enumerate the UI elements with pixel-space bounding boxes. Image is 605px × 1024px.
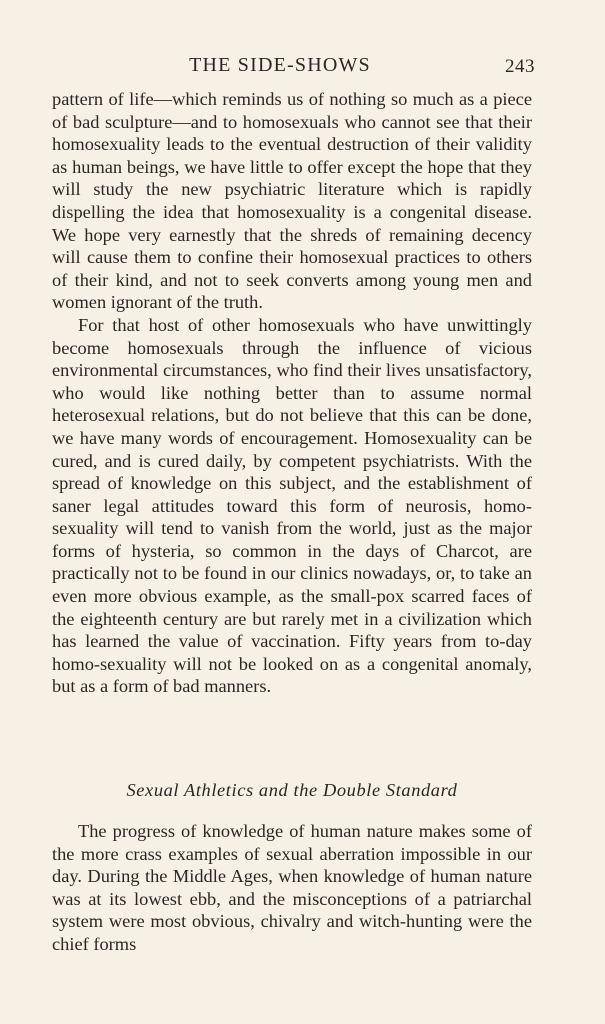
section-heading: Sexual Athletics and the Double Standard [126,780,458,800]
section-body-text [52,820,532,956]
paragraph-continued: pattern of life—which reminds us of nothing so much as a piece of bad sculpture—and to homosexuals who cannot see that their homosexuality leads to the eventual destruction of their validity as human beings, we have little to offer except the hope that they will study the new psychiatric literature which is rapidly dispelling the idea that homosexuality is a congenital disease. We hope very earnestly that the shreds of remaining decency will cause them to confine their homosexual practices to others of their kind, and not to seek converts among young men and women ignorant of the truth. [52,89,532,313]
body-text [52,88,532,698]
running-title: THE SIDE-SHOWS [189,54,371,76]
section-paragraph: The progress of knowledge of human nature makes some of the more crass examples of sexual aberration impossible in our day. During the Middle Ages, when knowledge of human nature was at its lowest ebb, and the misconceptions of a patriarchal system were most obvious, chivalry and witch-hunting were the chief forms [52,821,532,954]
running-head [0,52,605,82]
paragraph: For that host of other homosexuals who have unwittingly become homosexuals through the influence of vicious environmental circumstances, who find their lives unsatisfactory, who would like nothing better than to assume normal heterosexual relations, but do not believe that this can be done, we have many words of encouragement. Homosexuality can be cured, and is cured daily, by competent psychiatrists. With the spread of knowledge on this subject, and the establishment of saner legal attitudes toward this form of neurosis, homo-sexuality will tend to vanish from the world, just as the major forms of hysteria, so common in the days of Charcot, are practically not to be found in our clinics nowadays, or, to take an even more obvious example, as the small-pox scarred faces of the eighteenth century are but rarely met in a civilization which has learned the value of vaccination. Fifty years from to-day homo-sexuality will not be looked on as a congenital anomaly, but as a form of bad manners. [52,314,532,697]
page-number: 243 [505,56,535,77]
